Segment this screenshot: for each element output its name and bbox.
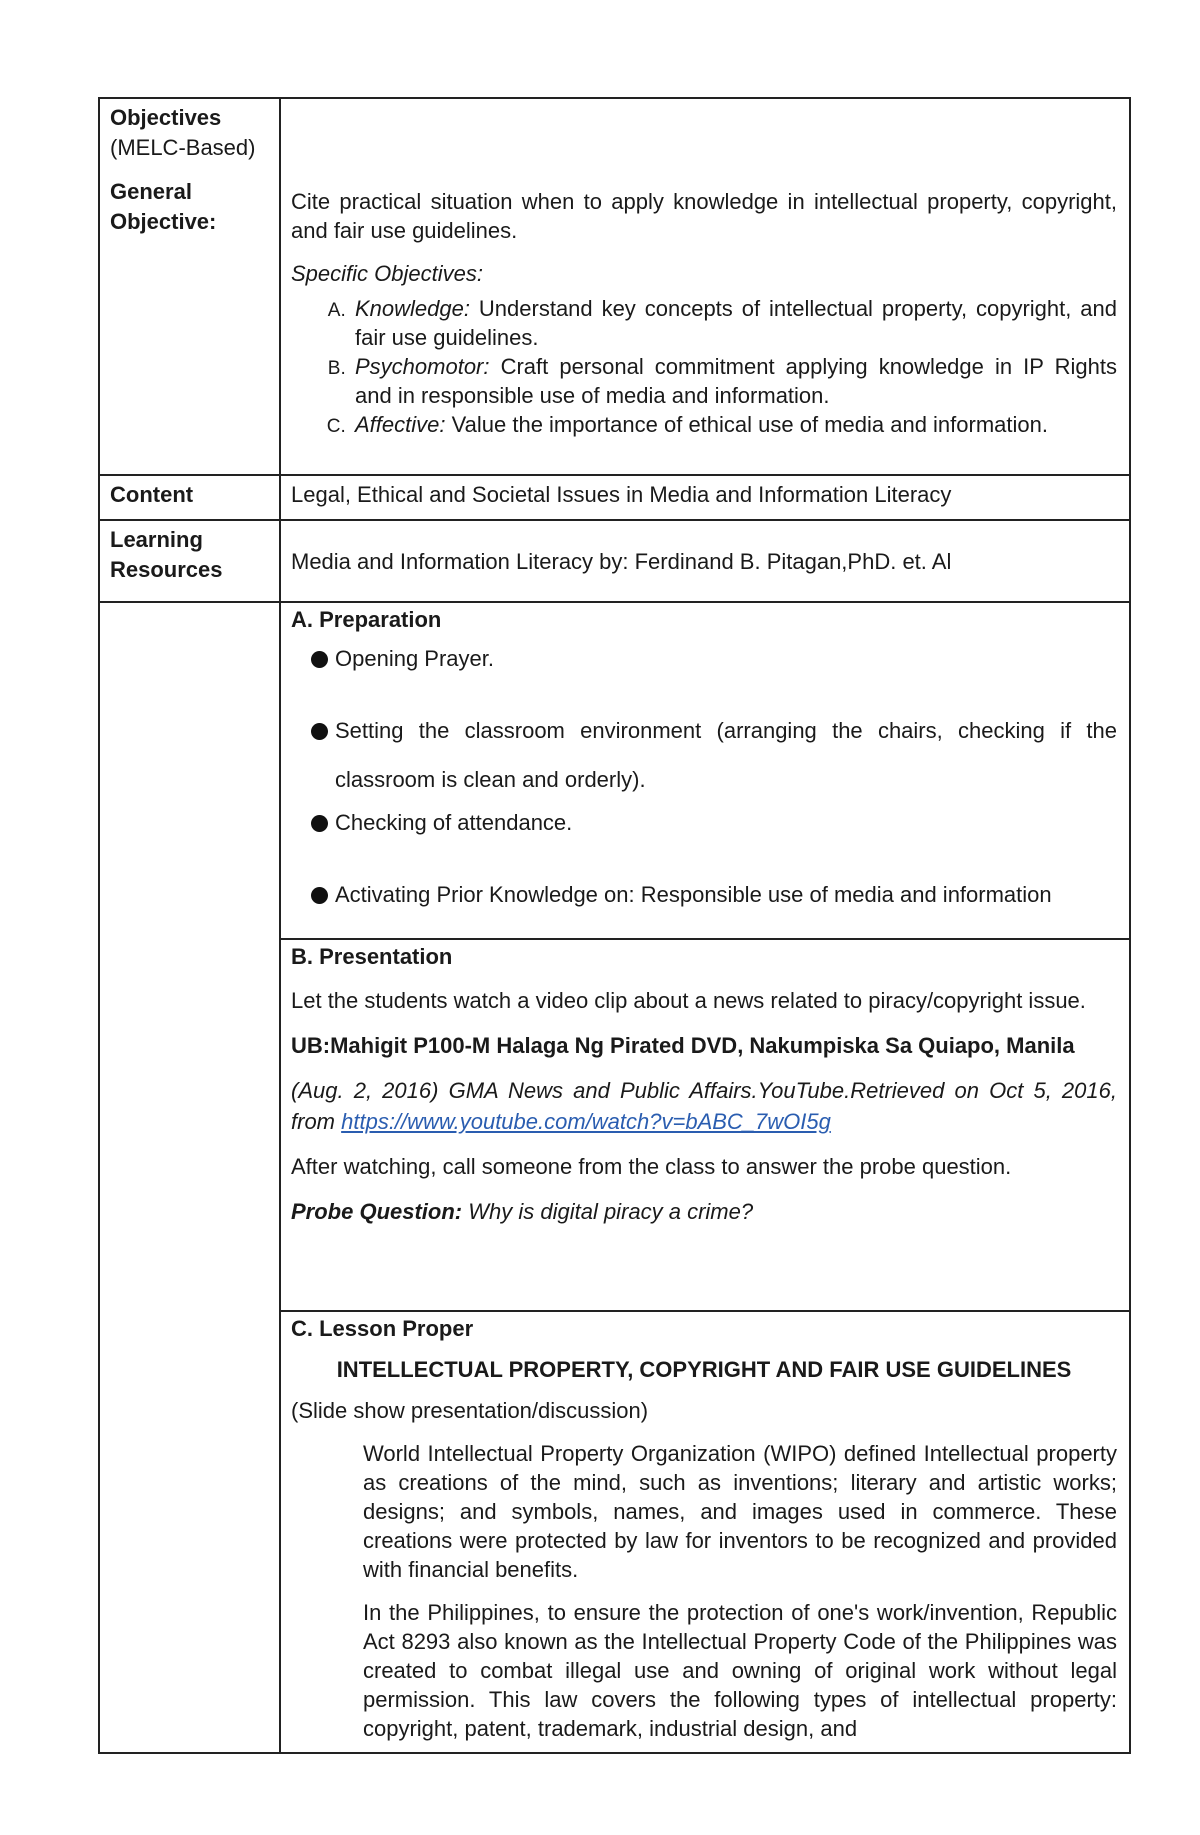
- specific-objectives-list: [291, 294, 1117, 439]
- specific-objective-item: C. Affective: Value the importance of ethical use of media and information.: [351, 410, 1117, 439]
- preparation-item: Setting the classroom environment (arranging the chairs, checking if the classroom is clean and orderly).: [311, 706, 1117, 804]
- objectives-row: [99, 98, 1130, 475]
- specific-objective-item: A. Knowledge: Understand key concepts of intellectual property, copyright, and fair use guidelines.: [351, 294, 1117, 352]
- video-citation: (Aug. 2, 2016) GMA News and Public Affairs.YouTube.Retrieved on Oct 5, 2016, from https://www.youtube.com/watch?v=bABC_7wOI5g: [291, 1078, 1117, 1134]
- bullet-icon: [311, 887, 328, 904]
- specific-objectives-label: Specific Objectives:: [291, 261, 483, 286]
- presentation-intro: Let the students watch a video clip about a news related to piracy/copyright issue.: [291, 988, 1086, 1013]
- lesson-paragraph: World Intellectual Property Organization (WIPO) defined Intellectual property as creations of the mind, such as inventions; literary and artistic works; designs; and symbols, names, and images used in commerce. These creations were protected by law for inventors to be recognized and provided with financial benefits.: [363, 1441, 1117, 1582]
- preparation-cell: [280, 602, 1130, 939]
- resources-text: Media and Information Literacy by: Ferdinand B. Pitagan,PhD. et. Al: [291, 549, 952, 574]
- procedure-label-cell: [99, 602, 280, 1753]
- lesson-title: INTELLECTUAL PROPERTY, COPYRIGHT AND FAIR USE GUIDELINES: [336, 1357, 1072, 1382]
- bullet-icon: [311, 815, 328, 832]
- bullet-icon: [311, 723, 328, 740]
- bullet-icon: [311, 651, 328, 668]
- resources-row: [99, 520, 1130, 602]
- general-objective-label: General Objective:: [110, 179, 217, 234]
- lesson-cell: [280, 1311, 1130, 1753]
- lesson-plan-sheet: [98, 97, 1129, 1754]
- general-objective-text: Cite practical situation when to apply knowledge in intellectual property, copyright, and fair use guidelines.: [291, 189, 1117, 243]
- resources-label: Learning Resources: [110, 527, 223, 582]
- resources-text-cell: [280, 520, 1130, 602]
- resources-label-cell: [99, 520, 280, 602]
- specific-objective-item: B. Psychomotor: Craft personal commitment applying knowledge in IP Rights and in responsible use of media and information.: [351, 352, 1117, 410]
- lesson-mode: (Slide show presentation/discussion): [291, 1398, 649, 1423]
- after-watching-text: After watching, call someone from the class to answer the probe question.: [291, 1154, 1012, 1179]
- content-row: [99, 475, 1130, 520]
- lesson-paragraph: In the Philippines, to ensure the protection of one's work/invention, Republic Act 8293 also known as the Intellectual Property Code of the Philippines was created to combat illegal use and owning of original work without legal permission. This law covers the following types of intellectual property: copyright, patent, trademark, industrial design, and: [363, 1600, 1117, 1741]
- lesson-heading: C. Lesson Proper: [291, 1316, 474, 1341]
- presentation-cell: [280, 939, 1130, 1311]
- content-label: Content: [110, 482, 194, 507]
- video-link[interactable]: https://www.youtube.com/watch?v=bABC_7wOI5g: [341, 1109, 831, 1134]
- content-text: Legal, Ethical and Societal Issues in Media and Information Literacy: [291, 482, 952, 507]
- video-title: UB:Mahigit P100-M Halaga Ng Pirated DVD, Nakumpiska Sa Quiapo, Manila: [291, 1033, 1075, 1058]
- probe-question: Probe Question: Why is digital piracy a crime?: [291, 1199, 754, 1224]
- objectives-label: Objectives: [110, 105, 222, 130]
- presentation-heading: B. Presentation: [291, 944, 453, 969]
- preparation-item: Activating Prior Knowledge on: Responsible use of media and information: [311, 870, 1117, 919]
- preparation-item: Opening Prayer.: [311, 634, 1117, 683]
- content-label-cell: [99, 475, 280, 520]
- objectives-sublabel: (MELC-Based): [110, 135, 256, 160]
- preparation-item: Checking of attendance.: [311, 798, 1117, 847]
- lesson-plan-table: [98, 97, 1131, 1754]
- preparation-list: [291, 634, 1117, 919]
- objectives-label-cell: [99, 98, 280, 475]
- preparation-heading: A. Preparation: [291, 607, 442, 632]
- objectives-content-cell: [280, 98, 1130, 475]
- content-text-cell: [280, 475, 1130, 520]
- preparation-row: [99, 602, 1130, 939]
